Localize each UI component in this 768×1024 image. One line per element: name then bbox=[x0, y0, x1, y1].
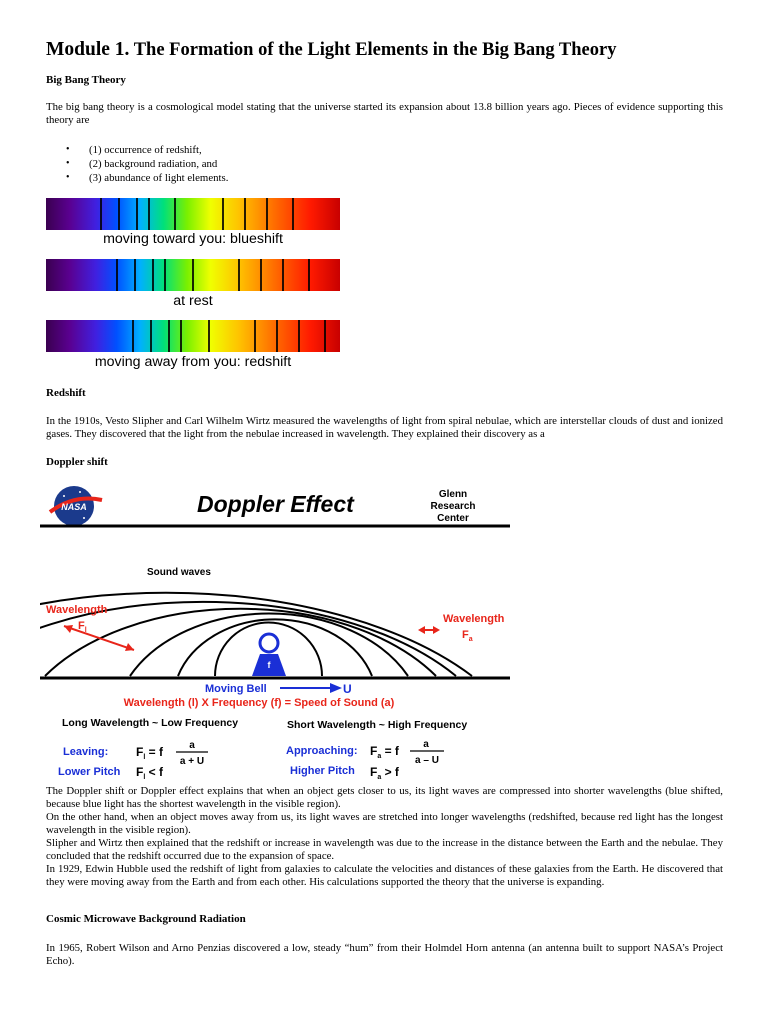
short-wave-label: Short Wavelength ~ High Frequency bbox=[287, 719, 468, 731]
higher-pitch-eq: $F_a > f$ bbox=[370, 765, 399, 781]
evidence-list bbox=[66, 143, 228, 185]
moving-bell bbox=[252, 634, 286, 676]
fl-label: $F_l$ bbox=[78, 620, 87, 634]
paragraph-doppler-3: Slipher and Wirtz then explained that the redshift or increase in wavelength was due to the increase in the distance between the Earth and the nebulae. They concluded that the redshift occurred due to the expansion of space. bbox=[46, 837, 723, 862]
paragraph-redshift: In the 1910s, Vesto Slipher and Carl Wilhelm Wirtz measured the wavelengths of light from spiral nebulae, which are interstellar clouds of dust and ionized gases. They discovered that the light from the nebulae increased in wavelength. They explained their discovery as a bbox=[46, 415, 723, 440]
paragraph-doppler-4: In 1929, Edwin Hubble used the redshift of light from galaxies to calculate the velocities and distances of these galaxies from the Earth. He discovered that they were moving away from the Earth and from each other. His calculations supported the theory that the universe is expanding. bbox=[46, 863, 723, 888]
approaching-denominator: a – U bbox=[415, 755, 439, 766]
heading-big-bang: Big Bang Theory bbox=[46, 74, 126, 86]
svg-text:NASA: NASA bbox=[61, 502, 87, 512]
title-text: The Formation of the Light Elements in the Big Bang Theory bbox=[133, 40, 617, 60]
velocity-u-label: U bbox=[343, 682, 352, 696]
leaving-label: Leaving: bbox=[63, 746, 109, 758]
approaching-label: Approaching: bbox=[286, 745, 358, 757]
fa-label: $F_a$ bbox=[462, 629, 473, 643]
spectrum-label-redshift: moving away from you: redshift bbox=[94, 354, 292, 370]
heading-cmb: Cosmic Microwave Background Radiation bbox=[46, 913, 246, 925]
paragraph-doppler-1: The Doppler shift or Doppler effect explains that when an object gets closer to us, its light waves are compressed into shorter wavelengths (blue shifted, because blue light has the shortest wavelength in the visible region). bbox=[46, 785, 723, 810]
center-line: Center bbox=[437, 513, 469, 524]
spectrum-label-rest: at rest bbox=[173, 293, 213, 309]
approaching-numerator: a bbox=[423, 739, 429, 750]
list-item: • (3) abundance of light elements. bbox=[66, 171, 228, 185]
paragraph-cmb: In 1965, Robert Wilson and Arno Penzias discovered a low, steady “hum” from their Holmdel Horn antenna (an antenna built to support NASA’s Project Echo). bbox=[46, 942, 723, 967]
higher-pitch-label: Higher Pitch bbox=[290, 765, 355, 777]
wavelength-left-label: Wavelength bbox=[46, 604, 108, 616]
spectrum-at-rest bbox=[46, 259, 340, 291]
spectrum-redshift bbox=[46, 320, 340, 352]
figure-title: Doppler Effect bbox=[197, 491, 354, 517]
moving-bell-label: Moving Bell bbox=[205, 683, 267, 695]
spectrum-label-blueshift: moving toward you: blueshift bbox=[103, 231, 283, 247]
long-wave-label: Long Wavelength ~ Low Frequency bbox=[62, 717, 239, 729]
lower-pitch-label: Lower Pitch bbox=[58, 766, 121, 778]
research-line: Research bbox=[430, 501, 476, 512]
leaving-numerator: a bbox=[189, 740, 195, 751]
list-item: • (1) occurrence of redshift, bbox=[66, 143, 228, 157]
approaching-eq: $F_a = f$ bbox=[370, 744, 399, 760]
paragraph-doppler-2: On the other hand, when an object moves away from us, its light waves are stretched into longer wavelengths (redshifted, because red light has the longest wavelength in the visible region). bbox=[46, 811, 723, 836]
leaving-denominator: a + U bbox=[179, 756, 205, 767]
sound-waves-label: Sound waves bbox=[147, 567, 211, 578]
paragraph-big-bang: The big bang theory is a cosmological model stating that the universe started its expansion about 13.8 billion years ago. Pieces of evidence supporting this theory are bbox=[46, 101, 723, 126]
glenn-line: Glenn bbox=[438, 489, 468, 500]
nasa-logo bbox=[50, 486, 102, 526]
heading-redshift: Redshift bbox=[46, 387, 86, 399]
spectrum-blueshift bbox=[46, 198, 340, 230]
list-item: • (2) background radiation, and bbox=[66, 157, 228, 171]
svg-text:f: f bbox=[267, 660, 271, 670]
doppler-effect-figure bbox=[40, 478, 510, 784]
page-title bbox=[46, 39, 616, 61]
module-number: Module 1. bbox=[46, 39, 130, 60]
wavelength-right-label: Wavelength bbox=[443, 613, 505, 625]
wave-equation: Wavelength (l) X Frequency (f) = Speed of Sound (a) bbox=[123, 697, 395, 709]
heading-doppler: Doppler shift bbox=[46, 456, 108, 468]
leaving-eq: $F_l = f$ bbox=[136, 745, 163, 761]
lower-pitch-eq: $F_l < f$ bbox=[136, 765, 163, 781]
